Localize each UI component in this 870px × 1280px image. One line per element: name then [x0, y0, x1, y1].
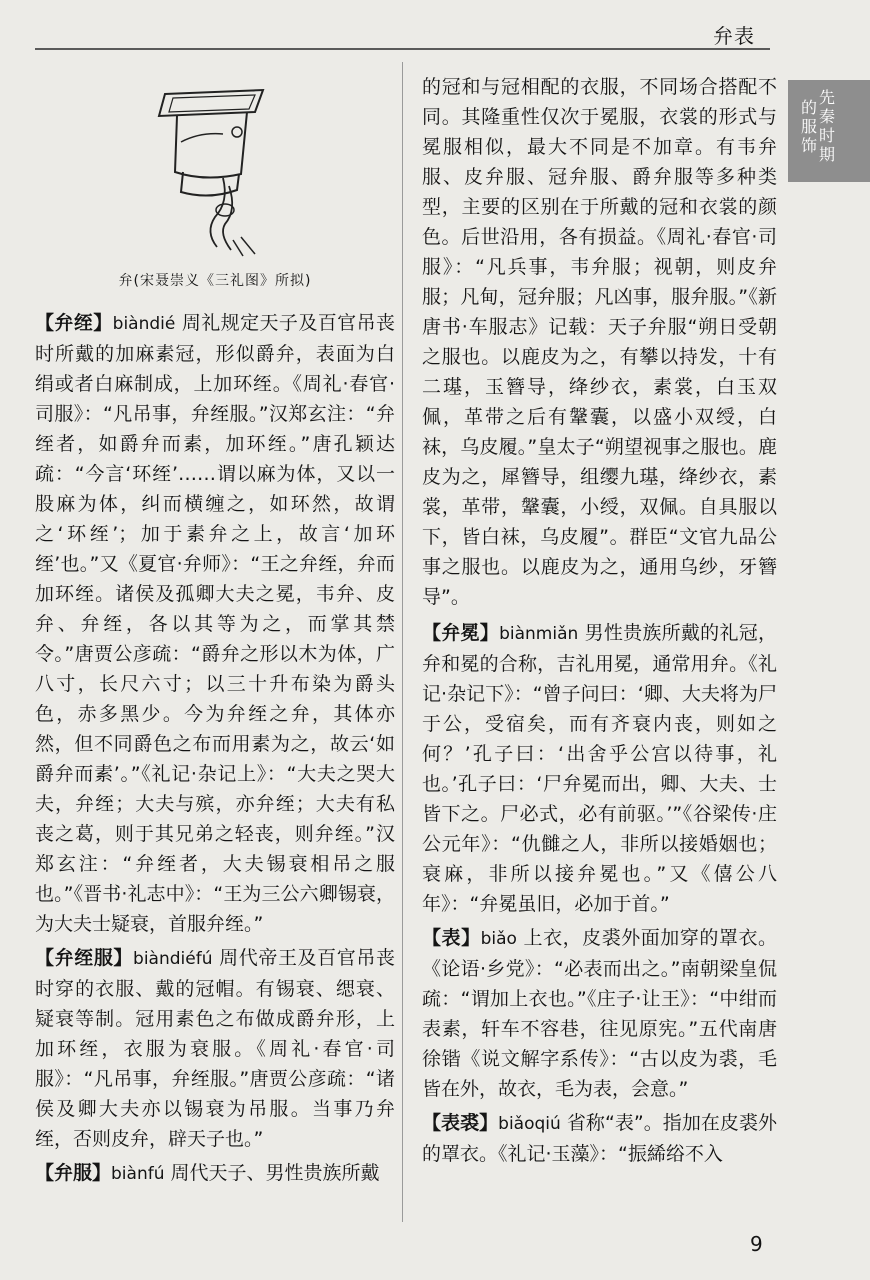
side-tab-line1: 先秦时期 — [818, 88, 835, 164]
entry-pinyin: biàndiéfú — [133, 949, 213, 969]
entry-text: 周代天子、男性贵族所戴 — [170, 1162, 380, 1184]
bian-cap-illustration — [145, 82, 275, 257]
entry-text: 周礼规定天子及百官吊丧时所戴的加麻素冠，形似爵弁，表面为白绢或者白麻制成，上加环绖。《周礼·春官·司服》：“凡吊事，弁绖服。”汉郑玄注：“弁绖者，如爵弁而素，加环绖。”唐孔颖达疏：“今言‘环绖’……谓以麻为体，又以一股麻为体，纠而横缠之，如环然，故谓之‘环绖’；加于素弁之上，故言‘加环绖’也。”又《夏官·弁师》：“王之弁绖，弁而加环绖。诸侯及孤卿大夫之冕，韦弁、皮弁、弁绖，各以其等为之，而掌其禁令。”唐贾公彦疏：“爵弁之形以木为体，广八寸，长尺六寸；以三十升布染为爵头色，赤多黑少。今为弁绖之弁，其体亦然，但不同爵色之布而用素为之，故云‘如爵弁而素’。”《礼记·杂记上》：“大夫之哭大夫，弁绖；大夫与殡，亦弁绖；大夫有私丧之葛，则于其兄弟之轻丧，则弁绖。”汉郑玄注：“弁绖者，大夫锡衰相吊之服也。”《晋书·礼志中》：“王为三公六卿锡衰，为大夫士疑衰，首服弁绖。” — [35, 312, 395, 935]
entry-pinyin: biàndié — [112, 314, 176, 334]
entry-pinyin: biànfú — [111, 1164, 165, 1184]
entry-text: 的冠和与冠相配的衣服，不同场合搭配不同。其隆重性仅次于冕服，衣裳的形式与冕服相似，最大不同是不加章。有韦弁服、皮弁服、冠弁服、爵弁服等多种类型，主要的区别在于所戴的冠和衣裳的颜色。后世沿用，各有损益。《周礼·春官·司服》：“凡兵事，韦弁服；视朝，则皮弁服；凡甸，冠弁服；凡凶事，服弁服。”《新唐书·车服志》记载：天子弁服“朔日受朝之服也。以鹿皮为之，有攀以持发，十有二璂，玉簪导，绛纱衣，素裳，白玉双佩，革带之后有鞶囊，以盛小双绶，白袜，乌皮履。”皇太子“朔望视事之服也。鹿皮为之，犀簪导，组缨九璂，绛纱衣，素裳，革带，鞶囊，小绶，双佩。自具服以下，皆白袜，乌皮履”。群臣“文官九品公事之服也。以鹿皮为之，通用乌纱，牙簪导”。 — [422, 76, 777, 608]
entry-term: 【弁绖】 — [35, 312, 113, 334]
header-rule — [35, 48, 770, 50]
entry-bian-die-fu — [35, 943, 395, 1154]
entry-biao-qiu — [422, 1108, 777, 1169]
side-tab-line2: 的服饰 — [800, 98, 817, 155]
right-column — [422, 72, 777, 1173]
entry-text: 男性贵族所戴的礼冠，弁和冕的合称，吉礼用冕，通常用弁。《礼记·杂记下》：“曾子问曰：‘卿、大夫将为尸于公，受宿矣，而有齐衰内丧，则如之何？’孔子曰：‘出舍乎公宫以待事，礼也。’孔子曰：‘尸弁冕而出，卿、大夫、士皆下之。尸必式，必有前驱。’”《谷梁传·庄公元年》：“仇雠之人，非所以接婚姻也；衰麻，非所以接弁冕也。”又《僖公八年》：“弁冕虽旧，必加于首。” — [422, 622, 777, 915]
page-number: 9 — [750, 1232, 763, 1256]
entry-pinyin: biǎoqiú — [498, 1114, 561, 1134]
running-header-title: 弁表 — [713, 24, 755, 48]
entry-pinyin: biǎo — [480, 929, 517, 949]
entry-term: 【表】 — [422, 927, 481, 949]
entry-biao — [422, 923, 777, 1104]
entry-bian-fu-start — [35, 1158, 395, 1189]
entry-term: 【弁绖服】 — [35, 947, 134, 969]
entry-text: 省称“表”。指加在皮裘外的罩衣。《礼记·玉藻》：“振絺绤不入 — [422, 1112, 777, 1165]
entry-term: 【表裘】 — [422, 1112, 499, 1134]
figure-caption: 弁(宋聂崇义《三礼图》所拟) — [118, 273, 312, 289]
left-column — [35, 308, 395, 1193]
entry-bian-die — [35, 308, 395, 939]
chapter-side-tab — [788, 80, 870, 182]
entry-term: 【弁冕】 — [422, 622, 500, 644]
entry-text: 周代帝王及百官吊丧时穿的衣服、戴的冠帽。有锡衰、缌衰、疑衰等制。冠用素色之布做成爵弁形，上加环绖，衣服为衰服。《周礼·春官·司服》：“凡吊事，弁绖服。”唐贾公彦疏：“诸侯及卿大夫亦以锡衰为吊服。当事乃弁绖，否则皮弁，辟天子也。” — [35, 947, 395, 1150]
entry-bian-mian — [422, 618, 777, 919]
entry-term: 【弁服】 — [35, 1162, 112, 1184]
column-divider — [402, 62, 403, 1222]
entry-pinyin: biànmiǎn — [499, 624, 579, 644]
entry-text: 上衣，皮裘外面加穿的罩衣。《论语·乡党》：“必表而出之。”南朝梁皇侃疏：“谓加上衣也。”《庄子·让王》：“中绀而表素，轩车不容巷，往见原宪。”五代南唐徐锴《说文解字系传》：“古以皮为裘，毛皆在外，故衣，毛为表，会意。” — [422, 927, 777, 1100]
entry-bian-fu-continued — [422, 72, 777, 612]
